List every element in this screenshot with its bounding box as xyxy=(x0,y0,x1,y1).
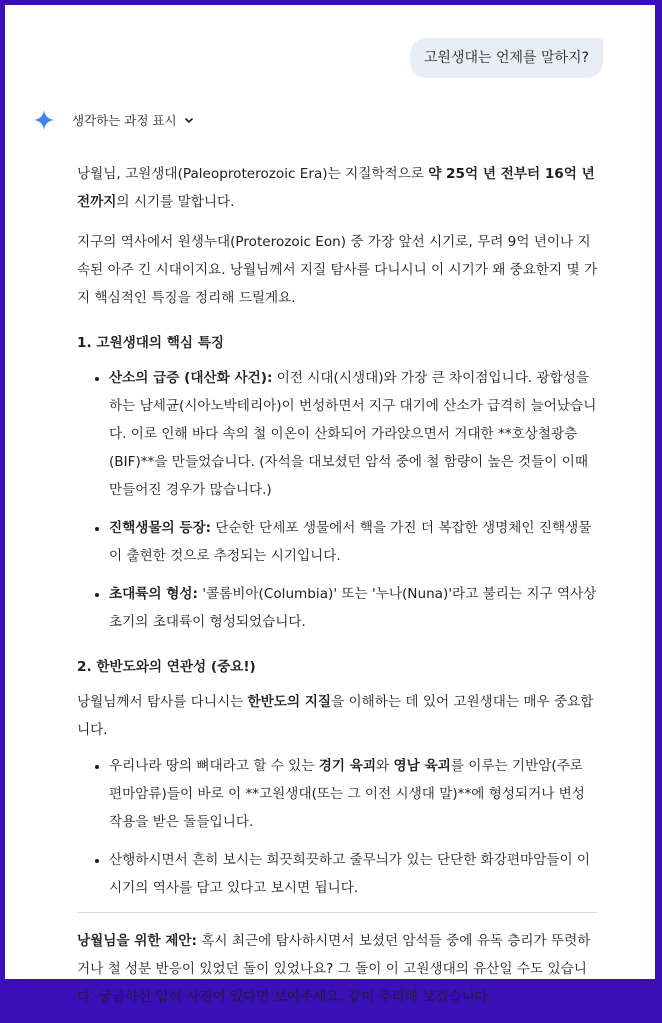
chat-window xyxy=(5,5,655,1005)
intro-paragraph-2: 지구의 역사에서 원생누대(Proterozoic Eon) 중 가장 앞선 시기로, 무려 9억 년이나 지속된 아주 긴 시대이지요. 낭월님께서 지질 탐사를 다니시니 이 시기가 왜 중요한지 몇 가지 핵심적인 특징을 정리해 드릴게요. xyxy=(77,234,598,306)
list-item: • 산행하시면서 흔히 보시는 희끗희끗하고 줄무늬가 있는 단단한 화강편마암들이 이 시기의 역사를 담고 있다고 보시면 됩니다. xyxy=(109,846,599,902)
thinking-toggle-label: 생각하는 과정 표시 xyxy=(72,113,177,128)
intro-paragraph-1: 낭월님, 고원생대(Paleoproterozoic Era)는 지질학적으로 약 25억 년 전부터 16억 년 전까지의 시기를 말합니다. xyxy=(77,166,595,210)
korea-list xyxy=(77,752,599,902)
list-item: • 진핵생물의 등장: 단순한 단세포 생물에서 핵을 가진 더 복잡한 생명체인 진핵생물이 출현한 것으로 추정되는 시기입니다. xyxy=(109,514,599,570)
thinking-toggle[interactable] xyxy=(33,108,195,132)
features-list xyxy=(77,364,599,636)
list-item: • 우리나라 땅의 뼈대라고 할 수 있는 경기 육괴와 영남 육괴를 이루는 기반암(주로 편마암류)들이 바로 이 **고원생대(또는 그 이전 시생대 말)**에 형성되거나 변성 작용을 받은 돌들입니다. xyxy=(109,752,599,836)
gemini-sparkle-icon xyxy=(33,109,55,131)
list-item: • 산소의 급증 (대산화 사건): 이전 시대(시생대)와 가장 큰 차이점입니다. 광합성을 하는 남세균(시아노박테리아)이 번성하면서 지구 대기에 산소가 급격히 늘어났습니다. 이로 인해 바다 속의 철 이온이 산화되어 가라앉으면서 거대한 **호상철광층(BIF)**을 만들었습니다. (자석을 대보셨던 암석 중에 철 함량이 높은 것들이 이때 만들어진 경우가 많습니다.) xyxy=(109,364,599,504)
chevron-down-icon xyxy=(183,114,195,126)
list-item: • 초대륙의 형성: '콜롬비아(Columbia)' 또는 '누나(Nuna)'라고 불리는 지구 역사상 초기의 초대륙이 형성되었습니다. xyxy=(109,580,599,636)
user-message-text: 고원생대는 언제를 말하지? xyxy=(423,50,589,66)
intro-period-highlight: 약 25억 년 전부터 16억 년 전까지 xyxy=(77,166,595,210)
response-body xyxy=(77,160,599,1023)
section-heading-features: 1. 고원생대의 핵심 특징 xyxy=(77,335,225,351)
divider xyxy=(77,912,597,913)
user-message-bubble xyxy=(410,38,603,78)
suggestion-paragraph: 낭월님을 위한 제안: 혹시 최근에 탐사하시면서 보셨던 암석들 중에 유독 층리가 뚜렷하거나 철 성분 반응이 있었던 돌이 있었나요? 그 돌이 이 고원생대의 유산일 수도 있습니다. 궁금하신 암석 사진이 있다면 보여주세요. 같이 추리해 보겠습니다. xyxy=(77,933,591,1005)
section-heading-korea: 2. 한반도와의 연관성 (중요!) xyxy=(77,659,256,675)
korea-intro-paragraph: 낭월님께서 탐사를 다니시는 한반도의 지질을 이해하는 데 있어 고원생대는 매우 중요합니다. xyxy=(77,694,594,738)
